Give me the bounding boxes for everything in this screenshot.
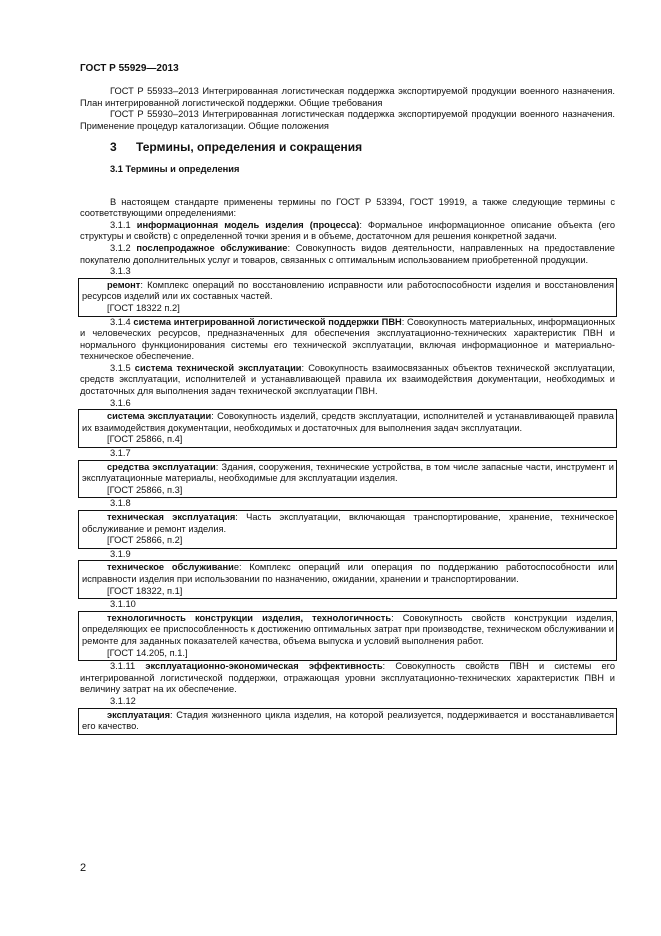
term-name: технологичность конструкции изделия, технологичность [107,612,392,623]
term-name: техническая эксплуатация [107,512,236,522]
term-name: ремонт [107,279,141,290]
term-name: средства эксплуатации [107,461,216,472]
term-name: система эксплуатации [107,411,212,422]
term-name: эксплуатация [107,709,171,720]
term-source: [ГОСТ 25866, п.2] [107,535,183,546]
term-entry: 3.1.1 информационная модель изделия (процесса): Формальное информационное описание объекта (его структуры и свойств) с определенной точки зрения и в объеме, достаточном для решения конкретной задачи. [80,219,615,242]
term-name: техническое обслуживани [107,562,234,573]
section-number: 3 [110,140,117,155]
term-number: 3.1.12 [110,695,136,706]
quoted-term-box: система эксплуатации: Совокупность изделий, средств эксплуатации, исполнителей и устанавливающей правила их взаимодействия документации, необходимых и достаточных для выполнения задач эксплуатации. [ГОСТ 25866, п.4] [78,409,617,448]
term-name: информационная модель изделия (процесса) [136,219,360,230]
quoted-term-box: техническая эксплуатация: Часть эксплуатации, включающая транспортирование, хранение, техническое обслуживание и ремонт изделия. [ГОСТ 25866, п.2] [78,510,617,549]
standard-header: ГОСТ Р 55929—2013 [80,63,179,74]
section-title: Термины, определения и сокращения [136,140,363,155]
term-number: 3.1.8 [110,498,131,509]
quoted-term-box: техническое обслуживание: Комплекс операций или операция по поддержанию работоспособности или исправности изделия при использовании по назначению, ожидании, хранении и транспортировании. [ГОСТ 18322, п.1] [78,560,617,599]
quoted-term-box: технологичность конструкции изделия, технологичность: Совокупность свойств конструкции изделия, определяющих ее приспособленность к достижению оптимальных затрат при производстве, техническом обслуживании и ремонте для заданных показателей качества, объема выпуска и условий выполнения работ. [ГОСТ 14.205, п.1.] [78,611,617,661]
term-number: 3.1.6 [110,397,131,408]
quoted-term-box: эксплуатация: Стадия жизненного цикла изделия, на которой реализуется, поддерживается и восстанавливается его качество. [78,708,617,735]
term-source: [ГОСТ 25866, п.4] [107,434,183,445]
term-number: 3.1.7 [110,448,131,459]
subsection-heading: 3.1 Термины и определения [110,163,240,174]
reference-item: ГОСТ Р 55933–2013 Интегрированная логистическая поддержка экспортируемой продукции военного назначения. План интегрированной логистической поддержки. Общие требования [80,86,615,108]
page-number: 2 [80,862,87,874]
term-name: послепродажное обслуживание [136,242,288,253]
term-entry: 3.1.5 система технической эксплуатации: Совокупность взаимосвязанных объектов технической эксплуатации, средств эксплуатации, исполнителей и устанавливающей правила их взаимодействия документации, необходимых и достаточных для выполнения задач технической эксплуатации ПВН. [80,362,615,397]
section-heading [80,142,615,154]
document-body [80,86,615,735]
term-name: система интегрированной логистической поддержки ПВН [133,316,402,327]
term-number: 3.1.10 [110,599,136,610]
term-number: 3.1.9 [110,548,131,559]
quoted-term-box: ремонт: Комплекс операций по восстановлению исправности или работоспособности изделия и восстановления ресурсов изделий или их составных частей. [ГОСТ 18322 п.2] [78,278,617,317]
term-number: 3.1.3 [110,266,131,277]
quoted-term-box: средства эксплуатации: Здания, сооружения, технические устройства, в том числе запасные части, инструмент и эксплуатационные материалы, необходимые для эксплуатации изделия. [ГОСТ 25866, п.3] [78,460,617,499]
term-source: [ГОСТ 14.205, п.1.] [107,647,188,658]
term-entry: 3.1.2 послепродажное обслуживание: Совокупность видов деятельности, направленных на предоставление покупателю дополнительных услуг и товаров, связанных с оптимальным использованием приобретенной продукции. [80,242,615,265]
reference-item: ГОСТ Р 55930–2013 Интегрированная логистическая поддержка экспортируемой продукции военного назначения. Применение процедур каталогизации. Общие положения [80,109,615,131]
term-source: [ГОСТ 25866, п.3] [107,484,183,495]
term-entry: 3.1.4 система интегрированной логистической поддержки ПВН: Совокупность материальных, информационных и человеческих ресурсов, предназначенных для обеспечения эксплуатационно-технических характеристик ПВН и нормального функционирования системы его технической эксплуатации, включая информационное и материально-техническое обеспечение. [80,316,615,362]
term-source: [ГОСТ 18322, п.1] [107,585,183,596]
term-entry: 3.1.11 эксплуатационно-экономическая эффективность: Совокупность свойств ПВН и системы его интегрированной логистической поддержки, отражающая уровни эксплуатационно-технических характеристик ПВН и величину затрат на их обеспечение. [80,661,616,695]
intro-paragraph: В настоящем стандарте применены термины по ГОСТ Р 53394, ГОСТ 19919, а также следующие термины с соответствующими определениями: [80,196,615,219]
term-source: [ГОСТ 18322 п.2] [107,302,180,313]
term-name: эксплуатационно-экономическая эффективность [145,661,383,672]
term-name: система технической эксплуатации [134,362,302,373]
